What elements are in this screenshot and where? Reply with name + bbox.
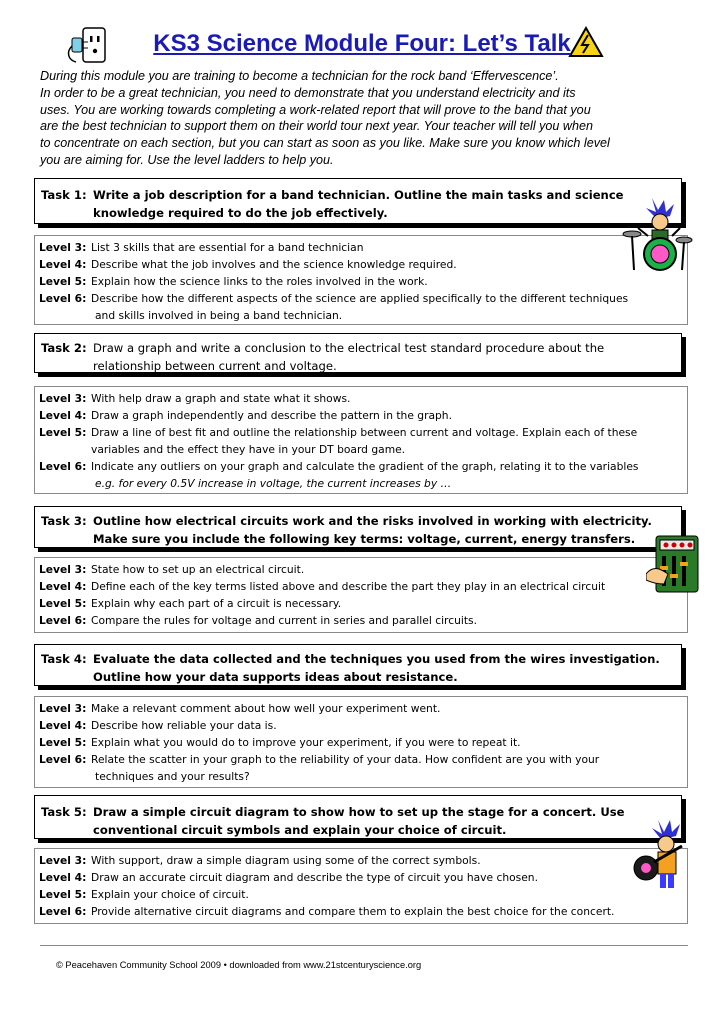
level-label: Level 5: [39, 426, 87, 439]
level-text: Explain what you would do to improve your experiment, if you were to repeat it. [91, 736, 521, 749]
level-label: Level 5: [39, 736, 87, 749]
task-line: Draw a simple circuit diagram to show how to set up the stage for a concert. Use [93, 805, 625, 819]
task-line: Evaluate the data collected and the techniques you used from the wires investigation. [93, 652, 660, 666]
task-line: Outline how your data supports ideas about resistance. [93, 670, 458, 684]
level-label: Level 4: [39, 258, 87, 271]
level-label: Level 5: [39, 275, 87, 288]
intro-line: to concentrate on each section, but you can start as soon as you like. Make sure you know which level [40, 136, 610, 151]
level-label: Level 3: [39, 854, 87, 867]
level-label: Level 5: [39, 888, 87, 901]
task-label: Task 4: [41, 652, 87, 666]
intro-line: During this module you are training to become a technician for the rock band ‘Effervescence’. [40, 69, 559, 83]
level-label-text: Level 3 [39, 241, 83, 254]
task-2-box [34, 333, 682, 373]
level-label: Level 3: [39, 392, 87, 405]
level-text: With support, draw a simple diagram using some of the correct symbols. [91, 854, 481, 867]
level-text-continued: techniques and your results? [95, 770, 250, 783]
level-text: List 3 skills that are essential for a band technician [91, 241, 364, 254]
intro-line: you are aiming for. Use the level ladders to help you. [40, 152, 334, 167]
level-text: Indicate any outliers on your graph and calculate the gradient of the graph, relating it to the variables [91, 460, 639, 473]
level-text: Draw a graph independently and describe the pattern in the graph. [91, 409, 452, 422]
intro-line: uses. You are working towards completing a work-related report that will prove to the band that you [40, 102, 591, 117]
level-text-continued: variables and the effect they have in your DT board game. [91, 443, 406, 456]
task-5-levels [34, 848, 688, 924]
level-text: Describe how reliable your data is. [91, 719, 277, 732]
drummer-clipart-icon [622, 196, 694, 276]
intro-paragraph [40, 68, 700, 169]
level-text: With help draw a graph and state what it shows. [91, 392, 351, 405]
task-4-box [34, 644, 682, 686]
task-label: Task 5: [41, 805, 87, 819]
level-text: Describe what the job involves and the science knowledge required. [91, 258, 457, 271]
task-line: Outline how electrical circuits work and the risks involved in working with electricity. [93, 514, 652, 528]
level-text: Define each of the key terms listed above and describe the part they play in an electrical circuit [91, 580, 606, 593]
mixing-desk-clipart-icon [646, 534, 702, 594]
level-text: Make a relevant comment about how well your experiment went. [91, 702, 441, 715]
level-text: Draw a line of best fit and outline the relationship between current and voltage. Explain each of these [91, 426, 638, 439]
level-text-continued: e.g. for every 0.5V increase in voltage, the current increases by … [95, 477, 452, 490]
task-1-levels [34, 235, 688, 325]
level-text: Explain why each part of a circuit is necessary. [91, 597, 342, 610]
footer-copyright: © Peacehaven Community School 2009 • downloaded from www.21stcenturyscience.org [56, 960, 422, 970]
task-label: Task 1: [41, 188, 87, 202]
task-1-box [34, 178, 682, 224]
level-label: Level 4: [39, 719, 87, 732]
task-3-box [34, 506, 682, 548]
level-label: Level 5: [39, 597, 87, 610]
level-text: State how to set up an electrical circuit. [91, 563, 305, 576]
task-line: Write a job description for a band technician. Outline the main tasks and science [93, 188, 624, 202]
guitarist-clipart-icon [632, 818, 692, 890]
task-line: Draw a graph and write a conclusion to the electrical test standard procedure about the [93, 341, 605, 355]
task-line: Make sure you include the following key terms: voltage, current, energy transfers. [93, 532, 636, 546]
page-title: KS3 Science Module Four: Let’s Talk [153, 30, 571, 57]
level-label: Level 6: [39, 460, 87, 473]
intro-line: In order to be a great technician, you need to demonstrate that you understand electricity and its [40, 85, 576, 100]
level-text-continued: and skills involved in being a band technician. [95, 309, 343, 322]
task-5-box [34, 795, 682, 839]
task-label: Task 3: [41, 514, 87, 528]
level-text: Describe how the different aspects of the science are applied specifically to the different techniques [91, 292, 629, 305]
level-label: Level 6: [39, 292, 87, 305]
level-label: Level 3: [39, 702, 87, 715]
level-label: Level 6: [39, 905, 87, 918]
level-text: Provide alternative circuit diagrams and compare them to explain the best choice for the concert. [91, 905, 615, 918]
task-line: conventional circuit symbols and explain your choice of circuit. [93, 823, 507, 837]
level-label: Level 6: [39, 614, 87, 627]
level-text: Draw an accurate circuit diagram and describe the type of circuit you have chosen. [91, 871, 538, 884]
level-text: Explain your choice of circuit. [91, 888, 249, 901]
level-text: Compare the rules for voltage and current in series and parallel circuits. [91, 614, 477, 627]
level-label: Level 6: [39, 753, 87, 766]
level-label: Level 4: [39, 580, 87, 593]
level-label: Level 4: [39, 871, 87, 884]
level-label [39, 239, 91, 256]
level-label: Level 4: [39, 409, 87, 422]
footer-divider [40, 945, 688, 946]
intro-line: are the best technician to support them on their world tour next year. Your teacher will tell you when [40, 119, 594, 134]
level-label-sep: : [82, 241, 87, 254]
task-line: relationship between current and voltage. [93, 359, 337, 373]
level-text: Relate the scatter in your graph to the reliability of your data. How confident are you with your [91, 753, 600, 766]
level-text: Explain how the science links to the roles involved in the work. [91, 275, 428, 288]
task-2-levels [34, 386, 688, 494]
task-4-levels [34, 696, 688, 788]
task-3-levels [34, 557, 688, 633]
level-label: Level 3: [39, 563, 87, 576]
task-label: Task 2: [41, 341, 87, 355]
task-line: knowledge required to do the job effectively. [93, 206, 388, 220]
